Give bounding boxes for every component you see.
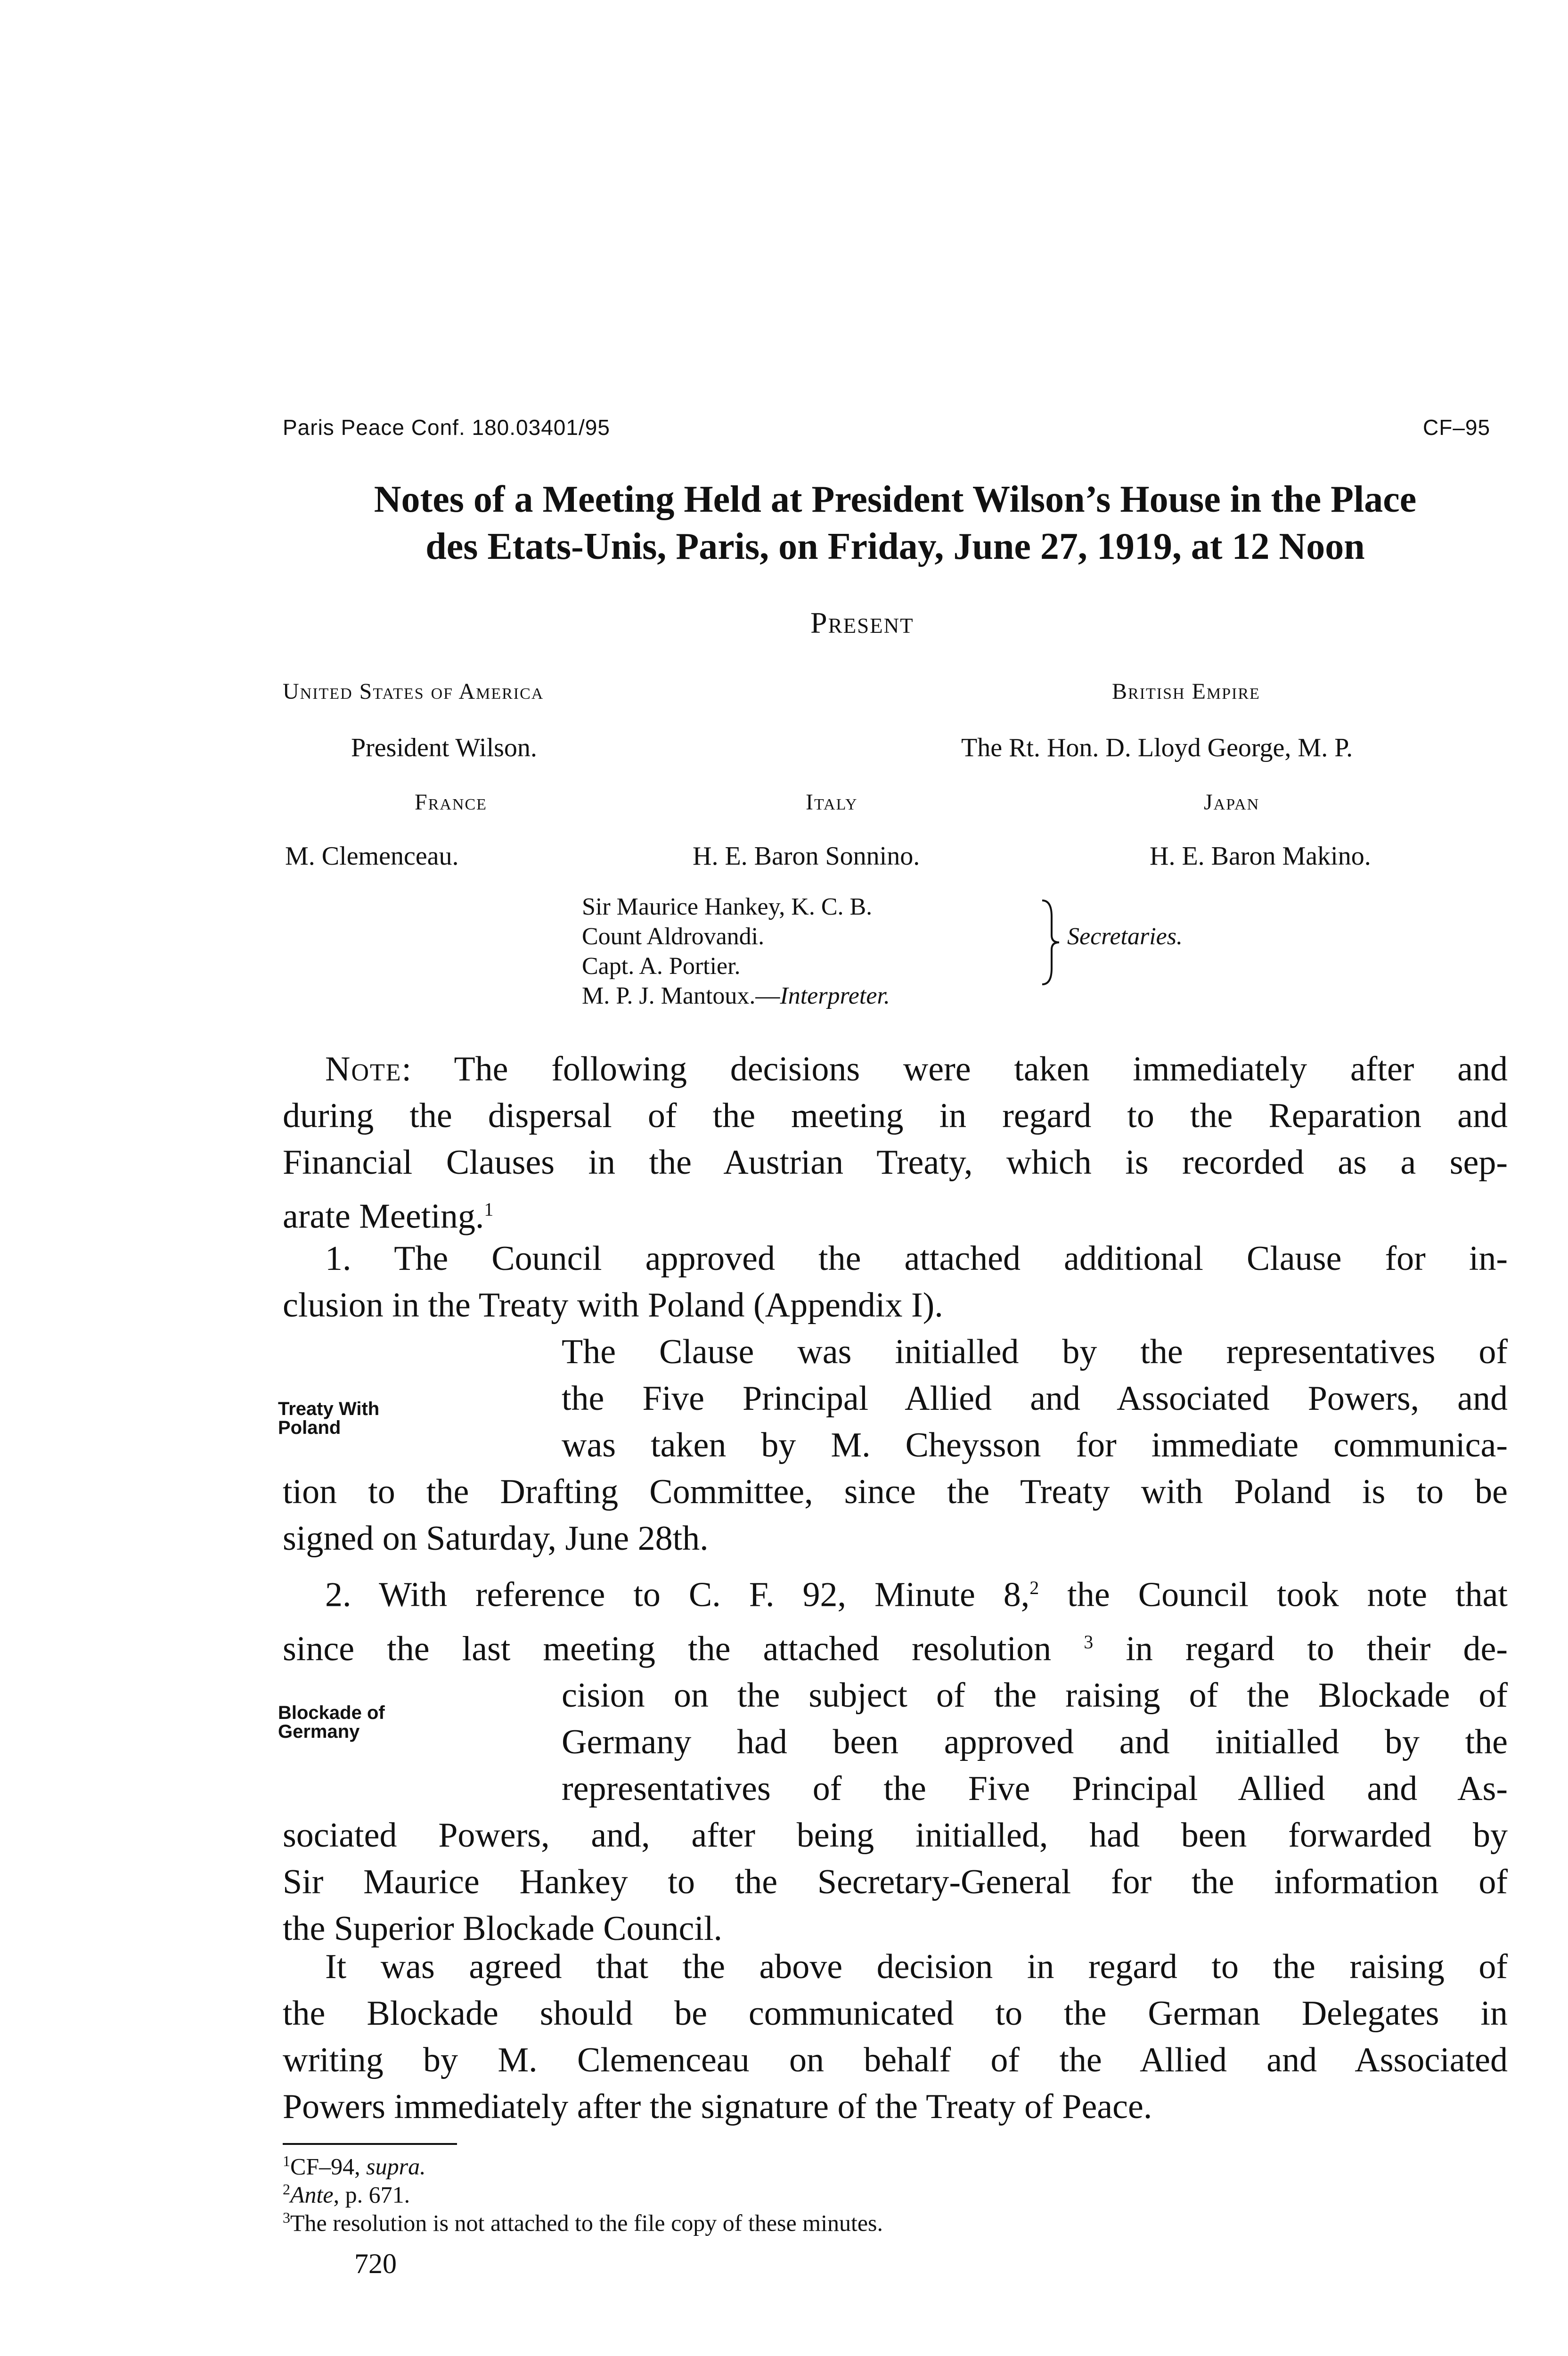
delegate-japan: H. E. Baron Makino. (1150, 842, 1371, 871)
footnote-3: $^3$The resolution is not attached to the file copy of these minutes. (283, 2209, 883, 2236)
delegate-british-empire: The Rt. Hon. D. Lloyd George, M. P. (961, 733, 1353, 762)
note-paragraph: Note: The following decisions were taken immediately after and during the dispersal of the meeting in regard to the Reparation and Financial Clauses in the Austrian Treaty, which is recorded as a sep- arate Meeting.$^1$ (283, 1050, 1508, 1236)
delegate-italy: H. E. Baron Sonnino. (693, 842, 920, 871)
delegation-country-japan: Japan (1204, 790, 1260, 815)
interpreter-line (582, 982, 890, 1010)
delegate-usa: President Wilson. (351, 733, 537, 762)
interpreter-name: M. P. J. Mantoux.— (582, 982, 780, 1009)
delegate-france: M. Clemenceau. (285, 842, 459, 871)
footnote-ref-1: 1 (484, 1199, 494, 1220)
footnote-ref-3: 3 (1084, 1631, 1094, 1652)
present-heading: Present (810, 606, 914, 639)
item-1-paragraph: 1. The Council approved the attached additional Clause for in- clusion in the Treaty with Poland (Appendix I). The Clause was initialled by the representatives of the Five Principal Allied and Associated Powers, and was taken by M. Cheysson for immediate communica- tion to the Drafting Committee, since the Treaty with Poland is to be signed on Saturday, June 28th. (283, 1239, 1508, 1558)
footnote-rule (283, 2143, 457, 2145)
title-line-2: des Etats-Unis, Paris, on Friday, June 27, 1919, at 12 Noon (425, 526, 1365, 567)
item-2-paragraph: 2. With reference to C. F. 92, Minute 8,$^2$ the Council took note that since the last meeting the attached resolution $^3$ in regard to their de- cision on the subject of the raising of the Blockade of Germany had been approved and initialled by the representatives of the Five Principal Allied and As- sociated Powers, and, after being initialled, had been forwarded by Sir Maurice Hankey to the Secretary-General for the information of the Superior Blockade Council. (283, 1575, 1508, 1948)
item-3-paragraph: It was agreed that the above decision in regard to the raising of the Blockade should be communicated to the German Delegates in writing by M. Clemenceau on behalf of the Allied and Associated Powers immediately after the signature of the Treaty of Peace. (283, 1947, 1508, 2126)
interpreter-label: Interpreter. (780, 982, 890, 1009)
archive-reference: Paris Peace Conf. 180.03401/95 (283, 415, 610, 440)
footnote-2: $^2$Ante, p. 671. (283, 2181, 410, 2208)
delegation-country-british-empire: British Empire (1112, 679, 1260, 704)
secretary-2: Count Aldrovandi. (582, 923, 765, 950)
delegation-country-france: France (415, 790, 487, 815)
sidenote-treaty-with-poland: Treaty With Poland (278, 1399, 380, 1438)
title-line-1: Notes of a Meeting Held at President Wilson’s House in the Place (374, 479, 1417, 520)
sidenote-blockade-of-germany: Blockade of Germany (278, 1702, 385, 1742)
document-code: CF–95 (1423, 415, 1491, 440)
footnote-ref-2: 2 (1029, 1577, 1039, 1598)
page-number: 720 (354, 2248, 397, 2279)
secretaries-label: Secretaries. (1067, 923, 1183, 950)
document-title (283, 476, 1508, 570)
secretary-1: Sir Maurice Hankey, K. C. B. (582, 893, 873, 920)
delegation-country-italy: Italy (806, 790, 858, 815)
secretary-3: Capt. A. Portier. (582, 953, 741, 980)
delegation-country-usa: United States of America (283, 679, 544, 704)
note-label: Note (325, 1050, 402, 1088)
secretaries-brace (1040, 898, 1064, 987)
footnote-1: $^1$CF–94, supra. (283, 2152, 426, 2180)
